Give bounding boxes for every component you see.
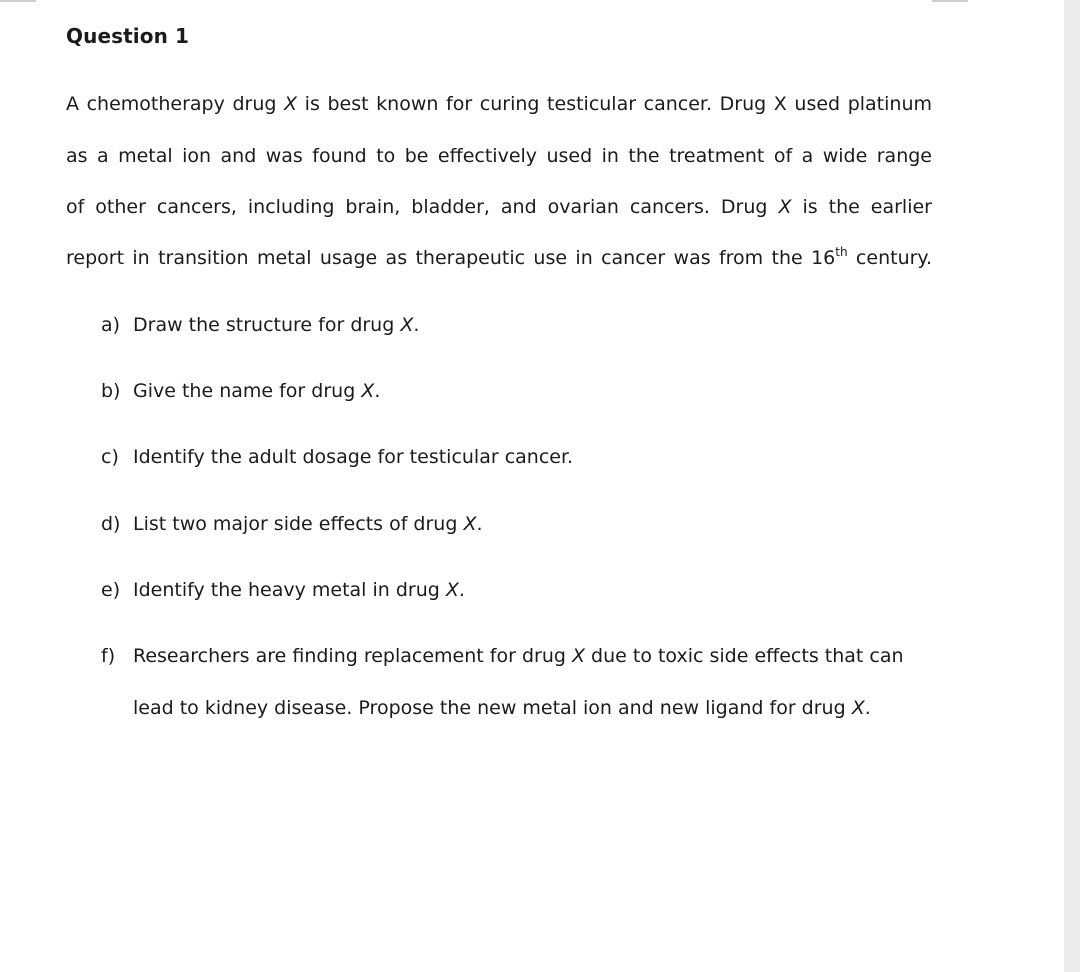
scrollbar[interactable] [1064,0,1080,972]
paragraph-line-3: of other cancers, including brain, bladder, and ovarian cancers. Drug X is the earlier [66,196,932,218]
paragraph-line-4: report in transition metal usage as therapeutic use in cancer was from the 16th century. [66,245,932,269]
list-item-f: f) Researchers are finding replacement for drug X due to toxic side effects that can [101,645,904,667]
list-item-a: a) Draw the structure for drug X. [101,314,420,336]
list-item-e: e) Identify the heavy metal in drug X. [101,579,465,601]
paragraph-line-2: as a metal ion and was found to be effectively used in the treatment of a wide range [66,145,932,167]
list-item-d: d) List two major side effects of drug X. [101,513,483,535]
list-item-b: b) Give the name for drug X. [101,380,381,402]
list-item-f-continuation: lead to kidney disease. Propose the new metal ion and new ligand for drug X. [133,697,871,719]
list-item-c: c) Identify the adult dosage for testicular cancer. [101,446,574,468]
paragraph-line-1: A chemotherapy drug X is best known for curing testicular cancer. Drug X used platinum [66,93,933,115]
question-title: Question 1 [66,24,189,48]
